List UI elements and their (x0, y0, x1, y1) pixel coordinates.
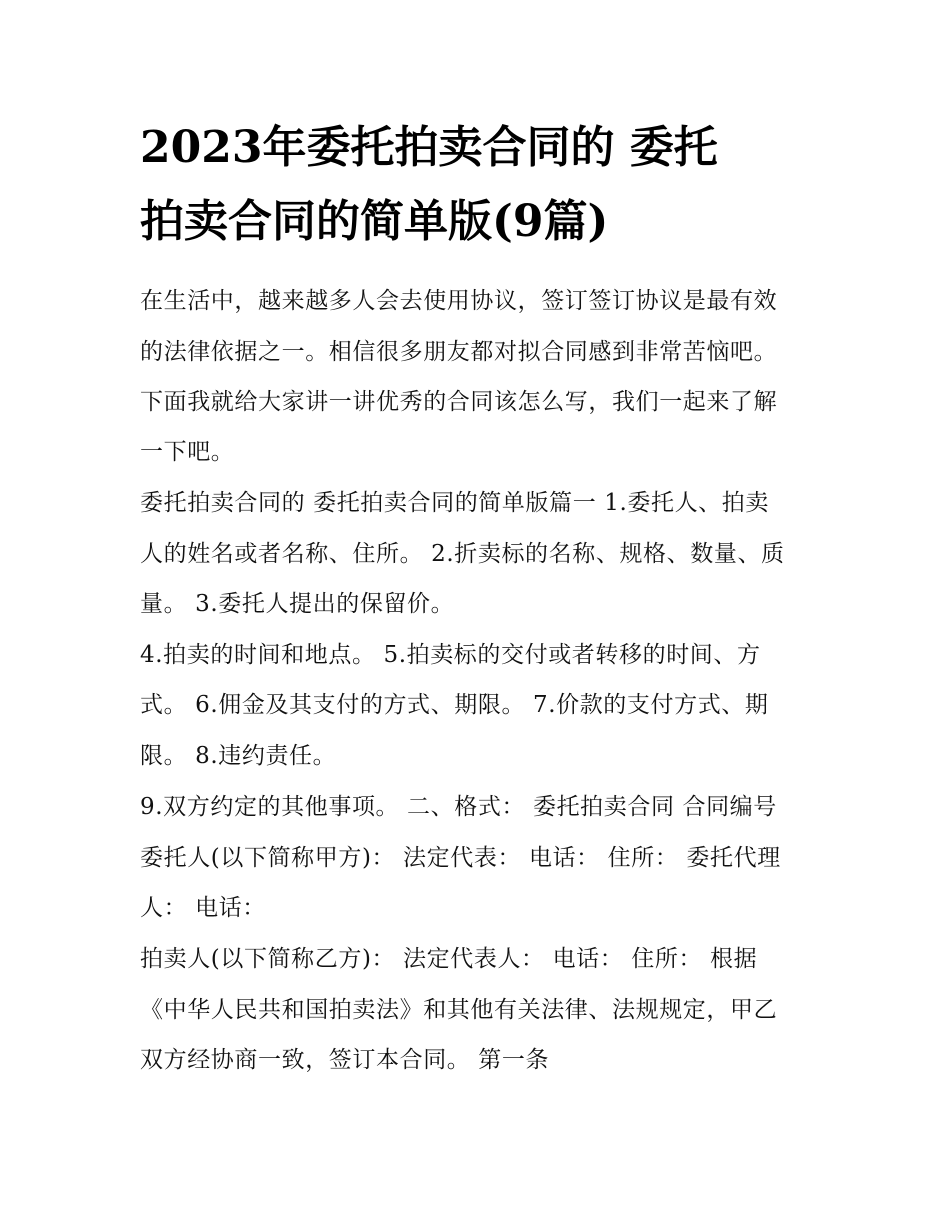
paragraph-line: 委托人(以下简称甲方)： 法定代表： 电话： 住所： 委托代理 (140, 845, 781, 871)
paragraph-line: 在生活中，越来越多人会去使用协议，签订签订协议是最有效 (140, 288, 778, 314)
paragraph-line: 一下吧。 (140, 439, 235, 465)
title-count: 9 (512, 196, 544, 247)
document-title-line-1 (140, 122, 718, 173)
title-text-2b: 篇) (543, 196, 609, 247)
paragraph-line: 双方经协商一致，签订本合同。 第一条 (140, 1047, 550, 1073)
paragraph-line: 《中华人民共和国拍卖法》和其他有关法律、法规规定，甲乙 (140, 997, 778, 1023)
paragraph-line: 下面我就给大家讲一讲优秀的合同该怎么写，我们一起来了解 (140, 389, 778, 415)
paragraph-line: 委托拍卖合同的 委托拍卖合同的简单版篇一 1.委托人、拍卖 (140, 490, 769, 516)
title-text-1: 年委托拍卖合同的 委托 (262, 122, 718, 173)
paragraph-line: 9.双方约定的其他事项。 二、格式： 委托拍卖合同 合同编号 (140, 794, 777, 820)
paragraph-line: 的法律依据之一。相信很多朋友都对拟合同感到非常苦恼吧。 (140, 339, 778, 365)
paragraph-line: 限。 8.违约责任。 (140, 743, 337, 769)
paragraph-line: 式。 6.佣金及其支付的方式、期限。 7.价款的支付方式、期 (140, 692, 769, 718)
paragraph-line: 量。 3.委托人提出的保留价。 (140, 591, 455, 617)
paragraph-line: 拍卖人(以下简称乙方)： 法定代表人： 电话： 住所： 根据 (140, 946, 758, 972)
paragraph-line: 4.拍卖的时间和地点。 5.拍卖标的交付或者转移的时间、方 (140, 642, 761, 668)
paragraph-line: 人： 电话： (140, 895, 266, 921)
title-year: 2023 (140, 122, 263, 173)
document-title-line-2 (140, 196, 609, 247)
title-text-2a: 拍卖合同的简单版( (140, 196, 513, 247)
paragraph-line: 人的姓名或者名称、住所。 2.折卖标的名称、规格、数量、质 (140, 541, 785, 567)
